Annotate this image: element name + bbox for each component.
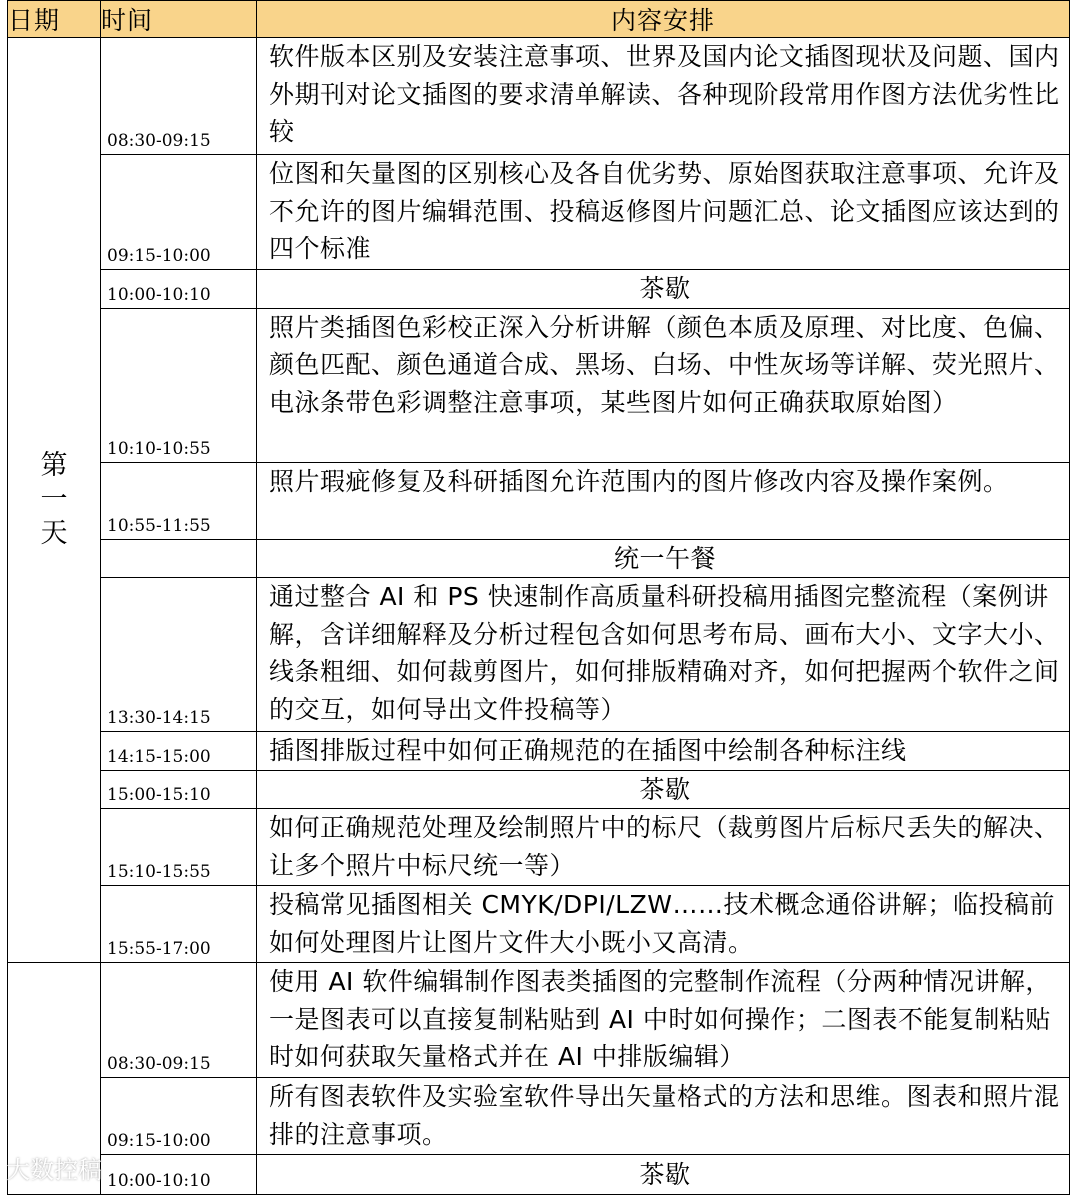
watermark: 大数控稿 bbox=[6, 1156, 102, 1184]
time-cell: 10:55-11:55 bbox=[101, 462, 257, 539]
content-cell: 软件版本区别及安装注意事项、世界及国内论文插图现状及问题、国内外期刊对论文插图的要求清单解读、各种现阶段常用作图方法优劣性比较 bbox=[257, 38, 1070, 155]
table-row bbox=[8, 539, 1070, 578]
day-cell-1: 第一天 bbox=[8, 38, 101, 963]
table-row bbox=[8, 770, 1070, 809]
table-row bbox=[8, 809, 1070, 886]
time-cell: 10:00-10:10 bbox=[101, 270, 257, 309]
content-cell: 使用 AI 软件编辑制作图表类插图的完整制作流程（分两种情况讲解，一是图表可以直接复制粘贴到 AI 中时如何操作；二图表不能复制粘贴时如何获取矢量格式并在 AI 中排版编辑） bbox=[257, 963, 1070, 1078]
time-cell: 09:15-10:00 bbox=[101, 1078, 257, 1155]
schedule-table bbox=[7, 0, 1070, 1195]
table-row bbox=[8, 732, 1070, 771]
time-cell: 10:00-10:10 bbox=[101, 1155, 257, 1195]
content-cell: 投稿常见插图相关 CMYK/DPI/LZW……技术概念通俗讲解；临投稿前如何处理图片让图片文件大小既小又高清。 bbox=[257, 886, 1070, 963]
time-cell: 14:15-15:00 bbox=[101, 732, 257, 771]
time-cell: 13:30-14:15 bbox=[101, 578, 257, 732]
table-row bbox=[8, 578, 1070, 732]
break-cell: 茶歇 bbox=[257, 1155, 1070, 1195]
table-row bbox=[8, 1078, 1070, 1155]
content-cell: 所有图表软件及实验室软件导出矢量格式的方法和思维。图表和照片混排的注意事项。 bbox=[257, 1078, 1070, 1155]
time-cell: 15:10-15:55 bbox=[101, 809, 257, 886]
content-cell: 照片类插图色彩校正深入分析讲解（颜色本质及原理、对比度、色偏、颜色匹配、颜色通道合成、黑场、白场、中性灰场等详解、荧光照片、电泳条带色彩调整注意事项，某些图片如何正确获取原始图） bbox=[257, 308, 1070, 462]
time-cell: 10:10-10:55 bbox=[101, 308, 257, 462]
table-row bbox=[8, 1155, 1070, 1195]
header-date: 日期 bbox=[8, 1, 101, 38]
time-cell: 15:55-17:00 bbox=[101, 886, 257, 963]
table-row bbox=[8, 886, 1070, 963]
time-cell bbox=[101, 539, 257, 578]
table-row bbox=[8, 155, 1070, 270]
lunch-cell: 统一午餐 bbox=[257, 539, 1070, 578]
header-row bbox=[8, 1, 1070, 38]
header-time: 时间 bbox=[101, 1, 257, 38]
time-cell: 08:30-09:15 bbox=[101, 38, 257, 155]
table-row bbox=[8, 270, 1070, 309]
table-row bbox=[8, 38, 1070, 155]
content-cell: 照片瑕疵修复及科研插图允许范围内的图片修改内容及操作案例。 bbox=[257, 462, 1070, 539]
content-cell: 通过整合 AI 和 PS 快速制作高质量科研投稿用插图完整流程（案例讲解，含详细解释及分析过程包含如何思考布局、画布大小、文字大小、线条粗细、如何裁剪图片，如何排版精确对齐，如何把握两个软件之间的交互，如何导出文件投稿等） bbox=[257, 578, 1070, 732]
time-cell: 15:00-15:10 bbox=[101, 770, 257, 809]
content-cell: 位图和矢量图的区别核心及各自优劣势、原始图获取注意事项、允许及不允许的图片编辑范围、投稿返修图片问题汇总、论文插图应该达到的四个标准 bbox=[257, 155, 1070, 270]
content-cell: 如何正确规范处理及绘制照片中的标尺（裁剪图片后标尺丢失的解决、让多个照片中标尺统一等） bbox=[257, 809, 1070, 886]
table-row bbox=[8, 308, 1070, 462]
header-content: 内容安排 bbox=[257, 1, 1070, 38]
table-row bbox=[8, 462, 1070, 539]
break-cell: 茶歇 bbox=[257, 770, 1070, 809]
break-cell: 茶歇 bbox=[257, 270, 1070, 309]
time-cell: 09:15-10:00 bbox=[101, 155, 257, 270]
content-cell: 插图排版过程中如何正确规范的在插图中绘制各种标注线 bbox=[257, 732, 1070, 771]
table-row bbox=[8, 963, 1070, 1078]
time-cell: 08:30-09:15 bbox=[101, 963, 257, 1078]
